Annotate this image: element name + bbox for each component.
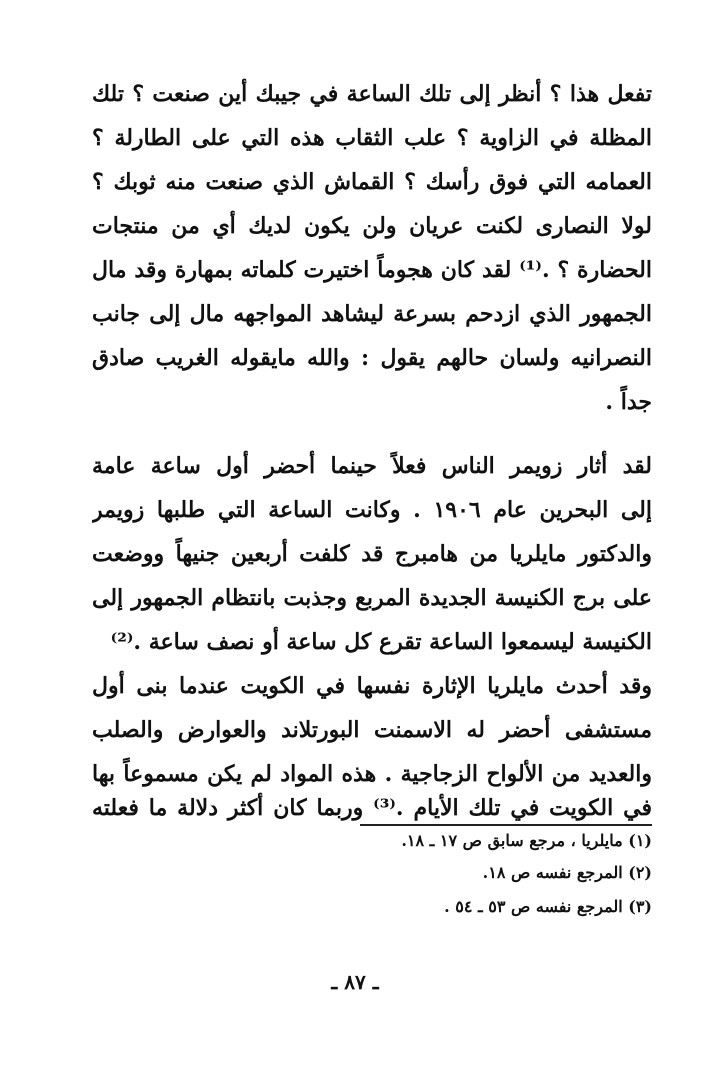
text-line: النصرانيه ولسان حالهم يقول : والله مايقوله الغريب صادق — [92, 345, 652, 371]
text-line: الجمهور الذي ازدحم بسرعة ليشاهد المواجهه مال إلى جانب — [92, 301, 652, 327]
main-text-block — [92, 72, 652, 832]
text-line: في الكويت في تلك الأيام .⁽³⁾ وربما كان أكثر دلالة ما فعلته — [92, 795, 652, 821]
footnote-item: (٢) المرجع نفسه ص ١٨. — [482, 863, 652, 882]
text-line: الحضارة ؟ .⁽¹⁾ لقد كان هجوماً اختيرت كلماته بمهارة وقد مال — [92, 257, 652, 283]
footnote-item: (٣) المرجع نفسه ص ٥٣ ـ ٥٤ . — [444, 897, 652, 916]
text-line: على برج الكنيسة الجديدة المربع وجذبت بانتظام الجمهور إلى — [92, 585, 652, 611]
footnotes — [300, 824, 652, 924]
text-line: العمامه التي فوق رأسك ؟ القماش الذي صنعت منه ثوبك ؟ — [92, 169, 652, 195]
text-line-paragraph-start: لقد أثار زويمر الناس فعلاً حينما أحضر أول ساعة عامة — [92, 453, 652, 479]
text-line: إلى البحرين عام ١٩٠٦ . وكانت الساعة التي طلبها زويمر — [92, 497, 652, 523]
text-line-paragraph-end: جداً . — [605, 389, 652, 415]
text-line: والدكتور مايلريا من هامبرج قد كلفت أربعين جنيهاً ووضعت — [92, 541, 652, 567]
text-line: والعديد من الألواح الزجاجية . هذه المواد لم يكن مسموعاً بها — [92, 761, 652, 787]
text-line: تفعل هذا ؟ أنظر إلى تلك الساعة في جيبك أين صنعت ؟ تلك — [92, 81, 652, 107]
text-line: مستشفى أحضر له الاسمنت البورتلاند والعوارض والصلب — [92, 717, 652, 743]
text-line: لولا النصارى لكنت عريان ولن يكون لديك أي من منتجات — [92, 213, 652, 239]
text-line: وقد أحدث مايلريا الإثارة نفسها في الكويت عندما بنى أول — [92, 673, 652, 699]
text-line: الكنيسة ليسمعوا الساعة تقرع كل ساعة أو نصف ساعة .⁽²⁾ — [110, 629, 652, 655]
text-line: المظلة في الزاوية ؟ علب الثقاب هذه التي على الطارلة ؟ — [92, 125, 652, 151]
page-number: ـ ٨٧ ـ — [331, 970, 379, 994]
footnote-item: (١) مايلريا ، مرجع سابق ص ١٧ ـ ١٨. — [401, 831, 652, 850]
